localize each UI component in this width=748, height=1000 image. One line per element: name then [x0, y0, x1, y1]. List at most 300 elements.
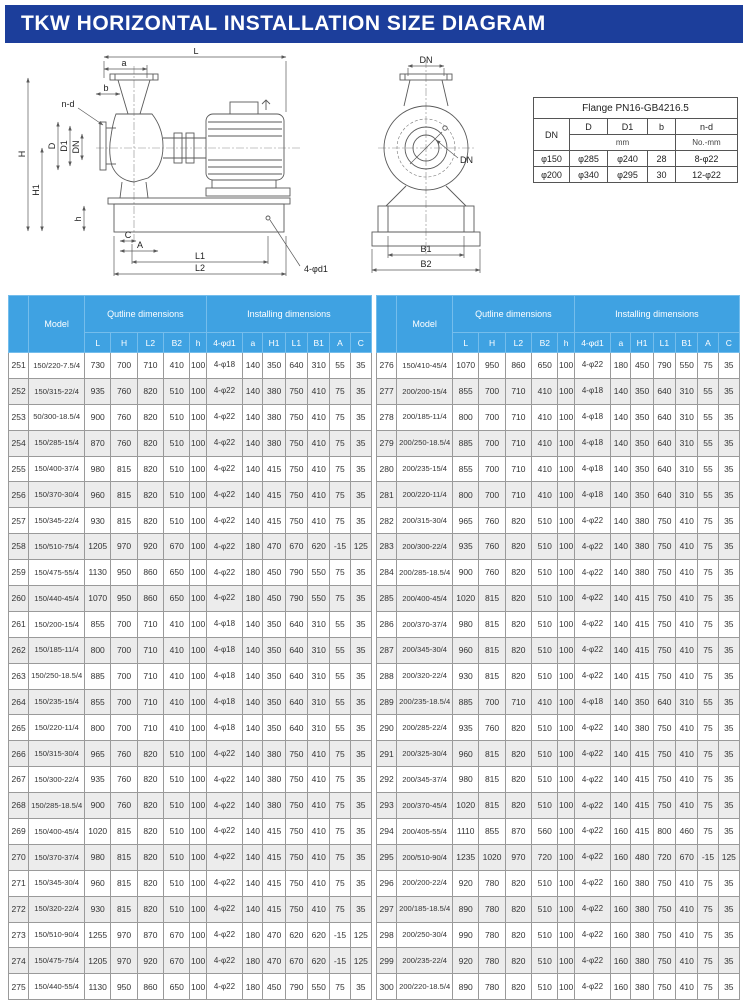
- table-cell: 265: [9, 715, 29, 741]
- dim-label-h: h: [73, 216, 83, 222]
- table-row: [9, 353, 372, 379]
- table-cell: 262: [9, 637, 29, 663]
- table-cell: -15: [330, 922, 350, 948]
- dim-label-L2: L2: [194, 263, 206, 273]
- table-cell: 100: [558, 896, 574, 922]
- table-cell: 35: [350, 715, 371, 741]
- table-cell: 4-φ22: [574, 819, 610, 845]
- table-cell: 1020: [479, 844, 505, 870]
- table-cell: 780: [479, 974, 505, 1000]
- header-installing-group: Installing dimensions: [574, 296, 739, 333]
- table-cell: 100: [190, 689, 206, 715]
- table-cell: 140: [243, 819, 263, 845]
- header-B1: B1: [676, 333, 698, 353]
- table-cell: 75: [698, 741, 718, 767]
- table-cell: 4-φ22: [574, 534, 610, 560]
- table-cell: 35: [350, 404, 371, 430]
- table-cell: 310: [676, 689, 698, 715]
- table-cell: 1070: [85, 586, 111, 612]
- table-cell: 271: [9, 870, 29, 896]
- table-cell: 200/370-45/4: [397, 793, 453, 819]
- table-cell: 510: [532, 767, 558, 793]
- table-cell: 670: [164, 922, 190, 948]
- table-cell: 380: [263, 378, 285, 404]
- table-cell: 960: [85, 482, 111, 508]
- table-cell: 815: [111, 896, 137, 922]
- table-cell: 180: [243, 534, 263, 560]
- table-cell: 800: [453, 482, 479, 508]
- table-row: [377, 870, 740, 896]
- table-cell: 1020: [453, 586, 479, 612]
- table-cell: 760: [479, 508, 505, 534]
- table-cell: 760: [111, 430, 137, 456]
- table-cell: 75: [698, 819, 718, 845]
- dim-label-D1: D1: [59, 140, 69, 152]
- table-row: [377, 663, 740, 689]
- header-model: Model: [29, 296, 85, 353]
- table-cell: 4-φ22: [206, 404, 242, 430]
- table-cell: 284: [377, 560, 397, 586]
- table-cell: 510: [164, 896, 190, 922]
- table-cell: 700: [111, 611, 137, 637]
- table-cell: 820: [505, 896, 531, 922]
- table-cell: 820: [137, 767, 163, 793]
- table-cell: 35: [718, 353, 739, 379]
- table-cell: 150/200-15/4: [29, 611, 85, 637]
- table-cell: 350: [631, 482, 653, 508]
- table-cell: 150/510-90/4: [29, 922, 85, 948]
- table-row: [377, 793, 740, 819]
- table-cell: 75: [698, 922, 718, 948]
- table-cell: 670: [285, 534, 307, 560]
- table-cell: 670: [164, 534, 190, 560]
- table-cell: 710: [137, 689, 163, 715]
- table-cell: 140: [611, 767, 631, 793]
- table-cell: 100: [558, 611, 574, 637]
- table-cell: φ285: [570, 151, 608, 167]
- table-cell: 4-φ22: [206, 974, 242, 1000]
- table-cell: 4-φ22: [206, 767, 242, 793]
- table-cell: 750: [285, 870, 307, 896]
- table-cell: 510: [532, 637, 558, 663]
- table-cell: 855: [479, 819, 505, 845]
- table-cell: 710: [505, 430, 531, 456]
- table-cell: 510: [532, 870, 558, 896]
- table-row: [377, 948, 740, 974]
- table-cell: 140: [243, 767, 263, 793]
- table-cell: 55: [698, 430, 718, 456]
- table-cell: 55: [698, 456, 718, 482]
- table-cell: 410: [532, 689, 558, 715]
- table-cell: 950: [111, 974, 137, 1000]
- table-row: [9, 663, 372, 689]
- table-cell: 815: [479, 663, 505, 689]
- dim-label-C: C: [124, 230, 132, 240]
- table-cell: 550: [308, 974, 330, 1000]
- table-cell: 150/320-22/4: [29, 896, 85, 922]
- table-cell: 750: [653, 948, 675, 974]
- table-cell: 100: [558, 870, 574, 896]
- table-cell: 100: [190, 611, 206, 637]
- table-cell: 380: [631, 715, 653, 741]
- table-cell: 4-φ22: [574, 560, 610, 586]
- table-cell: 640: [285, 715, 307, 741]
- table-cell: 100: [190, 508, 206, 534]
- table-cell: 150/300-22/4: [29, 767, 85, 793]
- table-cell: 140: [243, 844, 263, 870]
- table-cell: 4-φ22: [574, 793, 610, 819]
- table-cell: 820: [137, 456, 163, 482]
- table-cell: 930: [85, 896, 111, 922]
- table-cell: 12-φ22: [676, 167, 738, 183]
- table-cell: 510: [532, 922, 558, 948]
- table-cell: 35: [718, 767, 739, 793]
- table-cell: 720: [653, 844, 675, 870]
- table-cell: 640: [653, 482, 675, 508]
- table-cell: 750: [285, 456, 307, 482]
- header-H: H: [479, 333, 505, 353]
- table-cell: 935: [453, 715, 479, 741]
- table-cell: 820: [137, 741, 163, 767]
- table-cell: 790: [653, 353, 675, 379]
- table-row: [9, 456, 372, 482]
- table-cell: 180: [243, 560, 263, 586]
- table-cell: 960: [453, 637, 479, 663]
- table-cell: 150/185-11/4: [29, 637, 85, 663]
- table-cell: 885: [453, 689, 479, 715]
- table-cell: 815: [111, 844, 137, 870]
- table-cell: 410: [676, 534, 698, 560]
- table-cell: 820: [137, 508, 163, 534]
- table-cell: φ240: [608, 151, 648, 167]
- table-cell: 150/400-45/4: [29, 819, 85, 845]
- table-cell: 960: [453, 741, 479, 767]
- table-cell: 256: [9, 482, 29, 508]
- table-cell: 35: [350, 844, 371, 870]
- header-a: a: [611, 333, 631, 353]
- table-cell: 980: [85, 844, 111, 870]
- table-cell: 150/440-45/4: [29, 586, 85, 612]
- table-cell: 4-φ22: [574, 637, 610, 663]
- table-cell: φ340: [570, 167, 608, 183]
- table-cell: 820: [505, 663, 531, 689]
- table-cell: 870: [137, 922, 163, 948]
- table-row: [377, 404, 740, 430]
- table-cell: 670: [164, 948, 190, 974]
- table-cell: 1110: [453, 819, 479, 845]
- table-cell: 820: [505, 508, 531, 534]
- table-cell: 820: [137, 819, 163, 845]
- table-cell: 620: [308, 922, 330, 948]
- table-cell: 180: [611, 353, 631, 379]
- table-cell: 290: [377, 715, 397, 741]
- table-cell: 410: [532, 378, 558, 404]
- table-cell: 820: [505, 948, 531, 974]
- table-cell: 510: [164, 482, 190, 508]
- dim-label-DN: DN: [71, 140, 81, 154]
- table-cell: 289: [377, 689, 397, 715]
- table-cell: 140: [243, 689, 263, 715]
- table-cell: 750: [653, 534, 675, 560]
- table-cell: 140: [243, 378, 263, 404]
- table-cell: 710: [505, 404, 531, 430]
- table-cell: 100: [558, 508, 574, 534]
- table-cell: 1130: [85, 560, 111, 586]
- table-row: [9, 378, 372, 404]
- table-cell: 820: [505, 793, 531, 819]
- table-cell: 750: [653, 870, 675, 896]
- table-cell: 200/200-22/4: [397, 870, 453, 896]
- table-cell: 410: [164, 715, 190, 741]
- table-cell: 140: [243, 508, 263, 534]
- table-cell: 510: [164, 508, 190, 534]
- table-cell: 750: [653, 896, 675, 922]
- flange-col-d1: D1: [608, 119, 648, 135]
- table-cell: 100: [558, 948, 574, 974]
- dimension-table-right-body: [377, 353, 740, 1000]
- table-cell: 710: [505, 456, 531, 482]
- header-model: Model: [397, 296, 453, 353]
- table-cell: -15: [698, 844, 718, 870]
- table-cell: 140: [611, 611, 631, 637]
- table-cell: 640: [285, 663, 307, 689]
- table-cell: 350: [263, 715, 285, 741]
- table-cell: 410: [676, 637, 698, 663]
- header-B2: B2: [164, 333, 190, 353]
- table-cell: 150/475-55/4: [29, 560, 85, 586]
- table-cell: 640: [653, 378, 675, 404]
- table-cell: 460: [676, 819, 698, 845]
- table-cell: 620: [285, 922, 307, 948]
- table-cell: 510: [532, 663, 558, 689]
- table-cell: 860: [137, 560, 163, 586]
- table-cell: 35: [350, 560, 371, 586]
- table-cell: 140: [611, 741, 631, 767]
- table-cell: 900: [453, 560, 479, 586]
- table-cell: 310: [308, 689, 330, 715]
- table-cell: 815: [111, 508, 137, 534]
- table-row: [377, 456, 740, 482]
- table-cell: 140: [611, 534, 631, 560]
- table-cell: 410: [308, 378, 330, 404]
- table-cell: 750: [653, 560, 675, 586]
- table-cell: 310: [676, 378, 698, 404]
- table-cell: 750: [653, 922, 675, 948]
- table-cell: 100: [190, 741, 206, 767]
- table-cell: 35: [718, 870, 739, 896]
- table-cell: 279: [377, 430, 397, 456]
- table-cell: 270: [9, 844, 29, 870]
- table-cell: 380: [631, 534, 653, 560]
- table-cell: 35: [350, 689, 371, 715]
- table-cell: 815: [479, 767, 505, 793]
- table-cell: 150/235-15/4: [29, 689, 85, 715]
- table-cell: 1070: [453, 353, 479, 379]
- table-row: [377, 715, 740, 741]
- table-cell: 640: [653, 404, 675, 430]
- table-cell: 160: [611, 896, 631, 922]
- table-cell: φ150: [534, 151, 570, 167]
- table-cell: 4-φ22: [206, 793, 242, 819]
- table-cell: 100: [190, 430, 206, 456]
- table-row: [377, 819, 740, 845]
- table-cell: 254: [9, 430, 29, 456]
- table-cell: 266: [9, 741, 29, 767]
- table-cell: 75: [330, 844, 350, 870]
- table-cell: 4-φ22: [206, 534, 242, 560]
- table-cell: 780: [479, 922, 505, 948]
- table-cell: 100: [190, 715, 206, 741]
- table-cell: 200/370-37/4: [397, 611, 453, 637]
- table-cell: 650: [164, 560, 190, 586]
- table-cell: 35: [350, 353, 371, 379]
- table-cell: 255: [9, 456, 29, 482]
- table-cell: 200/250-18.5/4: [397, 430, 453, 456]
- table-row: [377, 922, 740, 948]
- table-row: [377, 637, 740, 663]
- table-row: [9, 430, 372, 456]
- table-cell: 410: [532, 430, 558, 456]
- table-cell: 800: [453, 404, 479, 430]
- table-cell: 100: [190, 586, 206, 612]
- table-cell: 820: [137, 793, 163, 819]
- table-cell: 278: [377, 404, 397, 430]
- table-cell: 410: [676, 974, 698, 1000]
- table-cell: 285: [377, 586, 397, 612]
- table-cell: 310: [676, 482, 698, 508]
- table-cell: 730: [85, 353, 111, 379]
- table-cell: 140: [611, 508, 631, 534]
- table-cell: 4-φ22: [574, 922, 610, 948]
- table-cell: 35: [718, 456, 739, 482]
- table-row: [377, 586, 740, 612]
- table-cell: 815: [479, 793, 505, 819]
- table-cell: 415: [263, 896, 285, 922]
- table-cell: 510: [532, 508, 558, 534]
- table-cell: 550: [308, 586, 330, 612]
- pump-outline: [100, 74, 290, 232]
- table-cell: 815: [111, 456, 137, 482]
- table-cell: 35: [350, 456, 371, 482]
- table-cell: 410: [676, 715, 698, 741]
- table-cell: 140: [611, 793, 631, 819]
- table-cell: 140: [243, 715, 263, 741]
- table-row: [9, 870, 372, 896]
- table-cell: 200/185-11/4: [397, 404, 453, 430]
- table-cell: 380: [263, 430, 285, 456]
- table-cell: 750: [285, 767, 307, 793]
- table-cell: 4-φ18: [206, 689, 242, 715]
- table-cell: 350: [263, 353, 285, 379]
- table-cell: 160: [611, 974, 631, 1000]
- table-row: [9, 637, 372, 663]
- header-B2: B2: [532, 333, 558, 353]
- table-cell: 35: [718, 560, 739, 586]
- flange-table-body: [534, 151, 738, 183]
- table-cell: 200/235-15/4: [397, 456, 453, 482]
- table-cell: 450: [263, 586, 285, 612]
- header-4d1: 4-φd1: [206, 333, 242, 353]
- dimension-table-left: [8, 295, 372, 1000]
- table-cell: 100: [190, 819, 206, 845]
- table-cell: 410: [676, 663, 698, 689]
- table-cell: 930: [453, 663, 479, 689]
- table-cell: 380: [263, 404, 285, 430]
- table-cell: 815: [111, 819, 137, 845]
- header-L2: L2: [505, 333, 531, 353]
- table-cell: 260: [9, 586, 29, 612]
- table-cell: 4-φ18: [206, 611, 242, 637]
- table-cell: 4-φ18: [574, 430, 610, 456]
- table-row: [377, 534, 740, 560]
- table-cell: 100: [558, 793, 574, 819]
- table-cell: 275: [9, 974, 29, 1000]
- table-cell: 970: [111, 534, 137, 560]
- table-cell: 930: [85, 508, 111, 534]
- header-outline-group: Qutline dimensions: [85, 296, 207, 333]
- table-cell: 1205: [85, 948, 111, 974]
- table-cell: 700: [479, 689, 505, 715]
- table-cell: 510: [164, 378, 190, 404]
- table-cell: 700: [111, 353, 137, 379]
- table-cell: 380: [263, 741, 285, 767]
- table-cell: 780: [479, 896, 505, 922]
- table-cell: 350: [631, 404, 653, 430]
- table-cell: 100: [558, 637, 574, 663]
- table-cell: 820: [137, 896, 163, 922]
- table-cell: -15: [330, 534, 350, 560]
- table-cell: 280: [377, 456, 397, 482]
- table-cell: 140: [611, 404, 631, 430]
- table-cell: 4-φ22: [574, 870, 610, 896]
- table-cell: 410: [308, 456, 330, 482]
- table-cell: 100: [558, 819, 574, 845]
- table-cell: 200/315-30/4: [397, 508, 453, 534]
- table-cell: 75: [330, 819, 350, 845]
- table-cell: 150/250-18.5/4: [29, 663, 85, 689]
- table-cell: 35: [350, 974, 371, 1000]
- table-cell: 30: [648, 167, 676, 183]
- table-cell: 55: [698, 378, 718, 404]
- table-cell: 410: [164, 689, 190, 715]
- table-cell: 640: [285, 353, 307, 379]
- table-row: [377, 974, 740, 1000]
- table-cell: 50/300-18.5/4: [29, 404, 85, 430]
- table-cell: 4-φ22: [206, 508, 242, 534]
- table-cell: 820: [505, 922, 531, 948]
- table-cell: 253: [9, 404, 29, 430]
- table-cell: 100: [190, 974, 206, 1000]
- table-cell: 310: [308, 637, 330, 663]
- table-cell: 415: [631, 819, 653, 845]
- table-cell: 410: [532, 482, 558, 508]
- flange-spec-table: [533, 97, 738, 183]
- table-cell: 35: [718, 637, 739, 663]
- table-cell: 410: [532, 404, 558, 430]
- table-cell: 410: [308, 430, 330, 456]
- table-cell: 920: [137, 534, 163, 560]
- flange-table-title: Flange PN16-GB4216.5: [534, 98, 738, 119]
- table-cell: 140: [243, 611, 263, 637]
- table-cell: 750: [285, 741, 307, 767]
- table-cell: 1205: [85, 534, 111, 560]
- header-A: A: [698, 333, 718, 353]
- table-cell: 75: [698, 663, 718, 689]
- table-cell: 299: [377, 948, 397, 974]
- table-cell: 750: [285, 793, 307, 819]
- table-cell: 100: [558, 844, 574, 870]
- table-cell: 4-φ22: [206, 482, 242, 508]
